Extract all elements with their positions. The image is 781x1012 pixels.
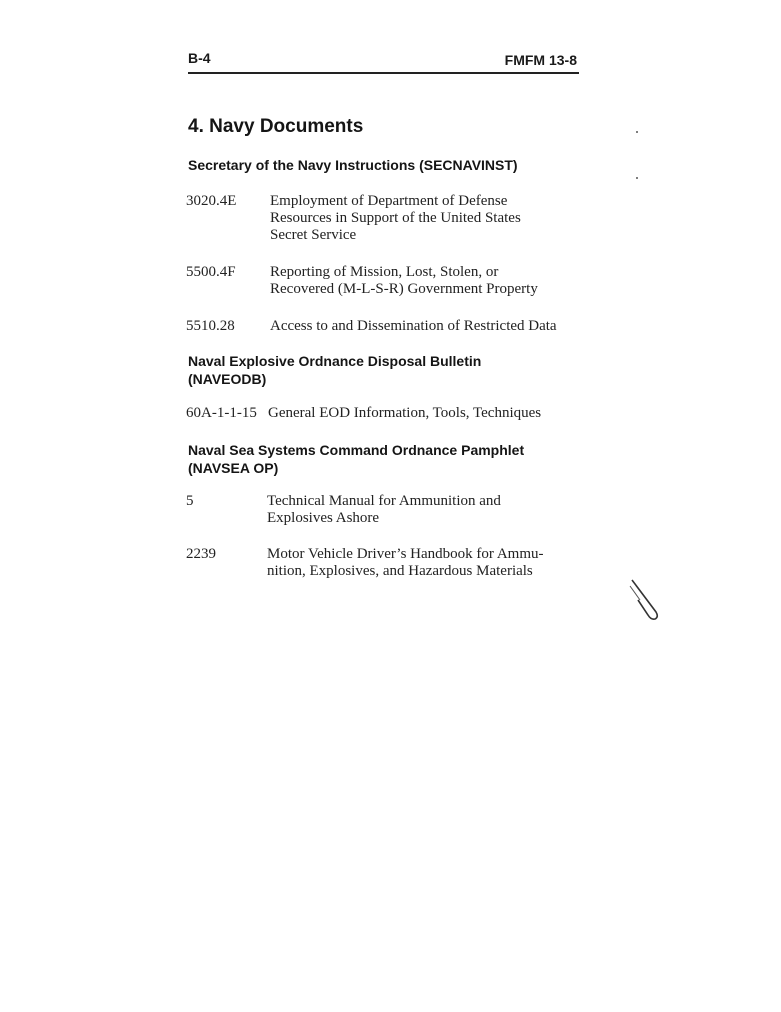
scan-speck <box>636 131 638 133</box>
paperclip-mark-icon <box>626 578 674 626</box>
document-title: Technical Manual for Ammunition and Explosives Ashore <box>267 493 501 526</box>
document-title: Access to and Dissemination of Restricted Data <box>270 318 557 334</box>
list-item <box>186 405 586 423</box>
running-header <box>188 50 579 74</box>
document-number: 2239 <box>186 546 216 562</box>
document-title: Employment of Department of Defense Resources in Support of the United States Secret Service <box>270 193 521 243</box>
secnavinst-heading: Secretary of the Navy Instructions (SECNAVINST) <box>188 157 518 173</box>
page-number: B-4 <box>188 50 211 66</box>
list-item <box>186 493 586 529</box>
list-item <box>186 546 586 582</box>
document-title: Motor Vehicle Driver’s Handbook for Ammu- nition, Explosives, and Hazardous Materials <box>267 546 544 579</box>
list-item <box>186 193 586 245</box>
section-title: 4. Navy Documents <box>188 116 364 137</box>
list-item <box>186 264 586 300</box>
document-title: Reporting of Mission, Lost, Stolen, or Recovered (M-L-S-R) Government Property <box>270 264 538 297</box>
document-number: 60A-1-1-15 <box>186 405 257 421</box>
document-id: FMFM 13-8 <box>504 52 577 68</box>
document-number: 3020.4E <box>186 193 237 209</box>
document-title: General EOD Information, Tools, Techniques <box>268 405 542 421</box>
scan-speck <box>636 177 638 179</box>
list-item <box>186 318 586 336</box>
naveodb-heading: Naval Explosive Ordnance Disposal Bulletin (NAVEODB) <box>188 353 482 387</box>
navsea-op-heading: Naval Sea Systems Command Ordnance Pamphlet (NAVSEA OP) <box>188 442 525 476</box>
document-number: 5 <box>186 493 194 509</box>
document-number: 5510.28 <box>186 318 235 334</box>
document-number: 5500.4F <box>186 264 236 280</box>
